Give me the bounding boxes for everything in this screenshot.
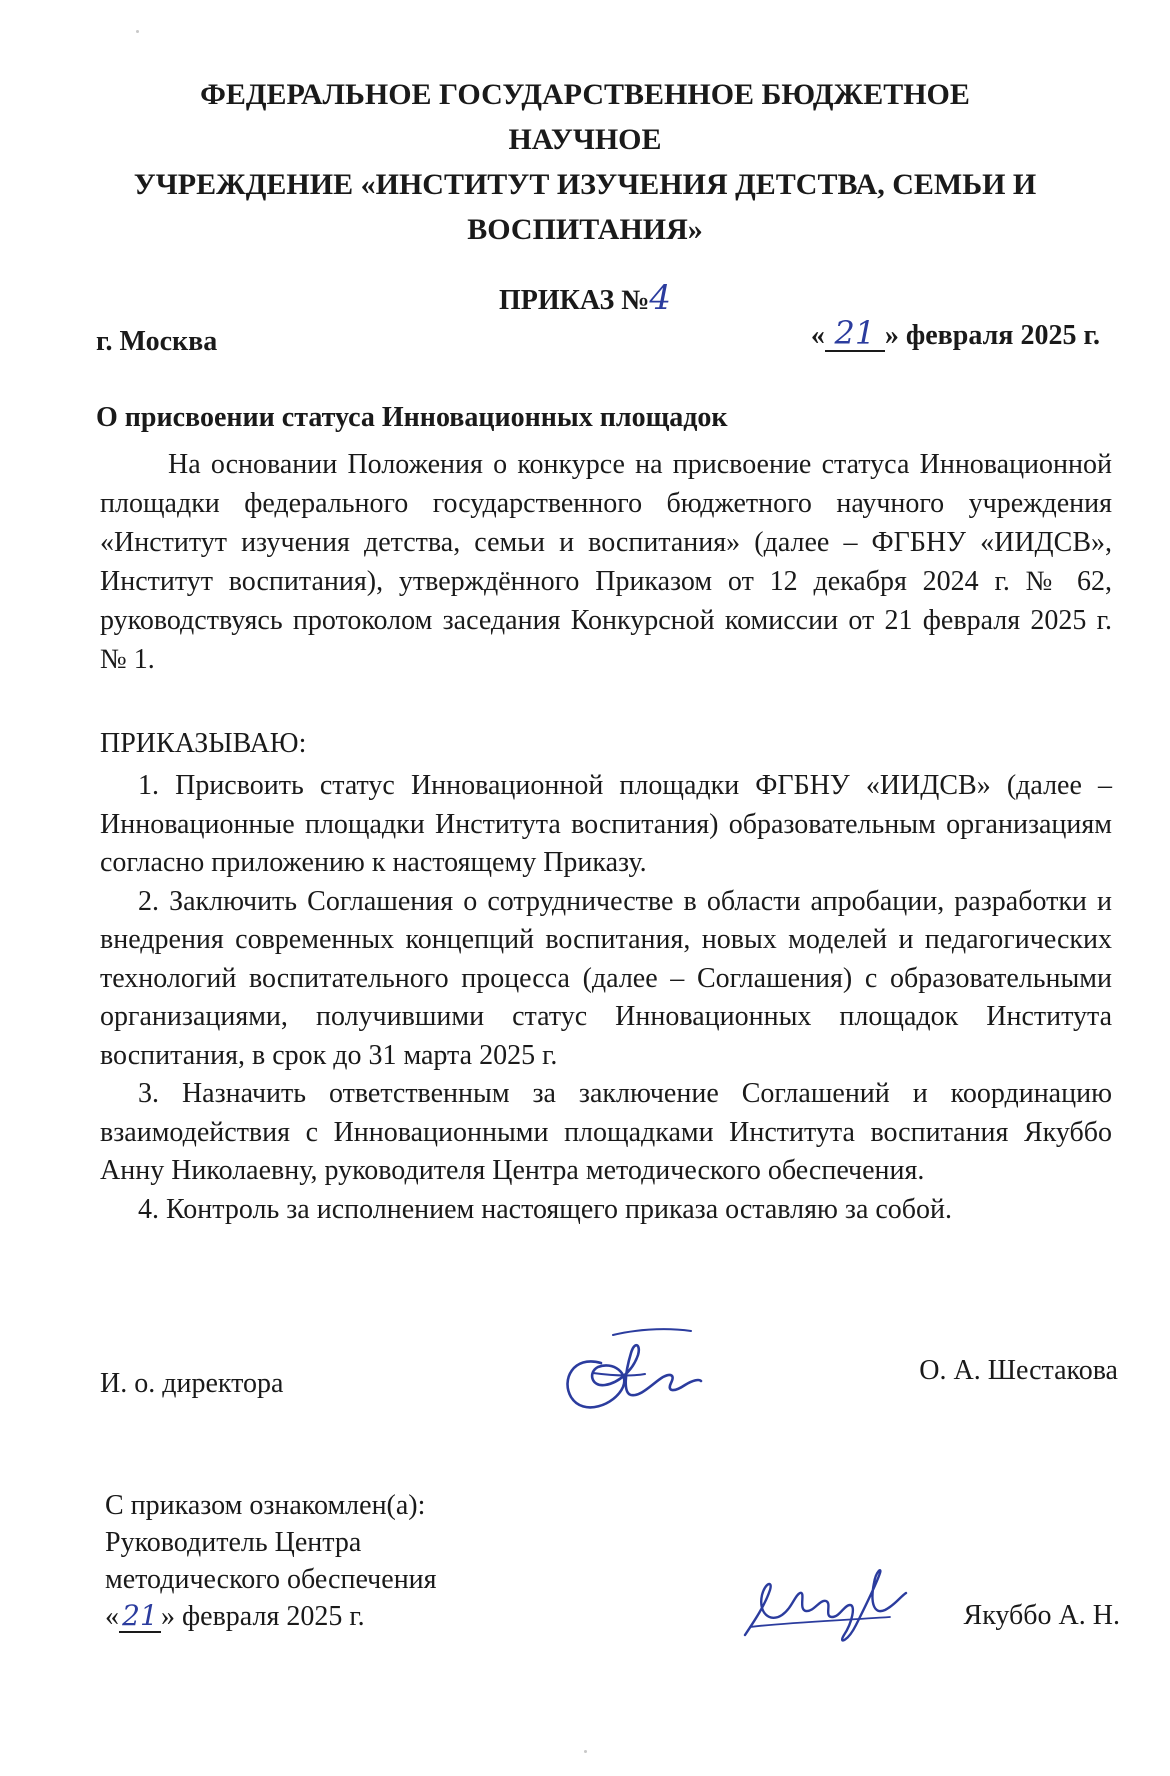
organization-line-3: ВОСПИТАНИЯ» [467,213,703,246]
order-number-handwritten: 4 [649,278,672,318]
acknowledgment-date-day-handwritten: 21 [119,1601,161,1633]
order-date-day-handwritten: 21 [825,316,885,352]
acknowledgment-signature-icon [740,1565,910,1650]
order-item: 2. Заключить Соглашения о сотрудничестве в области апробации, разработки и внедрения современных концепций воспитания, новых моделей и педагогических технологий воспитательного процесса (далее – Соглашения) с образовательными организациями, получившими статус Инновационных площадок Института воспитания, в срок до 31 марта 2025 г. [100,885,1112,1071]
acknowledgment-date-open-quote: « [105,1601,119,1632]
order-item: 4. Контроль за исполнением настоящего приказа оставляю за собой. [138,1193,953,1225]
scan-speck [584,1750,587,1753]
organization-line-2: УЧРЕЖДЕНИЕ «ИНСТИТУТ ИЗУЧЕНИЯ ДЕТСТВА, СЕМЬИ И [133,168,1037,201]
order-title-label: ПРИКАЗ № [498,285,650,316]
order-date-rest: » февраля 2025 г. [884,320,1100,351]
acknowledgment-line-1: С приказом ознакомлен(а): [105,1490,426,1521]
order-city: г. Москва [96,326,218,357]
order-item: 3. Назначить ответственным за заключение Соглашений и координацию взаимодействия с Инновационными площадками Института воспитания Якуббо Анну Николаевну, руководителя Центра методического обеспечения. [100,1078,1112,1186]
organization-header [120,72,1050,252]
director-signature-icon [553,1325,703,1420]
order-items-list [100,767,1112,1229]
signatory-role: И. о. директора [100,1368,284,1399]
preamble-paragraph: На основании Положения о конкурсе на присвоение статуса Инновационной площадки федерального государственного бюджетного научного учреждения «Институт изучения детства, семьи и воспитания» (далее – ФГБНУ «ИИДСВ», Институт воспитания), утверждённого Приказом от 12 декабря 2024 г. № 62, руководствуясь протоколом заседания Конкурсной комиссии от 21 февраля 2025 г. № 1. [100,449,1112,675]
acknowledgment-name: Якуббо А. Н. [963,1600,1120,1631]
acknowledgment-block [105,1487,437,1635]
order-item: 1. Присвоить статус Инновационной площадки ФГБНУ «ИИДСВ» (далее – Инновационные площадки Института воспитания) образовательным организациям согласно приложению к настоящему Приказу. [100,770,1112,878]
acknowledgment-line-2: Руководитель Центра [105,1527,362,1558]
order-date [811,316,1100,352]
acknowledgment-date [105,1598,437,1635]
acknowledgment-date-rest: » февраля 2025 г. [161,1601,365,1632]
signatory-name: О. А. Шестакова [919,1355,1118,1386]
orders-label: ПРИКАЗЫВАЮ: [100,728,307,759]
order-subject: О присвоении статуса Инновационных площадок [96,402,728,433]
order-date-open-quote: « [810,320,825,351]
order-title [0,278,1170,318]
acknowledgment-line-3: методического обеспечения [105,1564,437,1595]
organization-line-1: ФЕДЕРАЛЬНОЕ ГОСУДАРСТВЕННОЕ БЮДЖЕТНОЕ НАУЧНОЕ [200,78,970,156]
scan-speck [136,30,139,33]
